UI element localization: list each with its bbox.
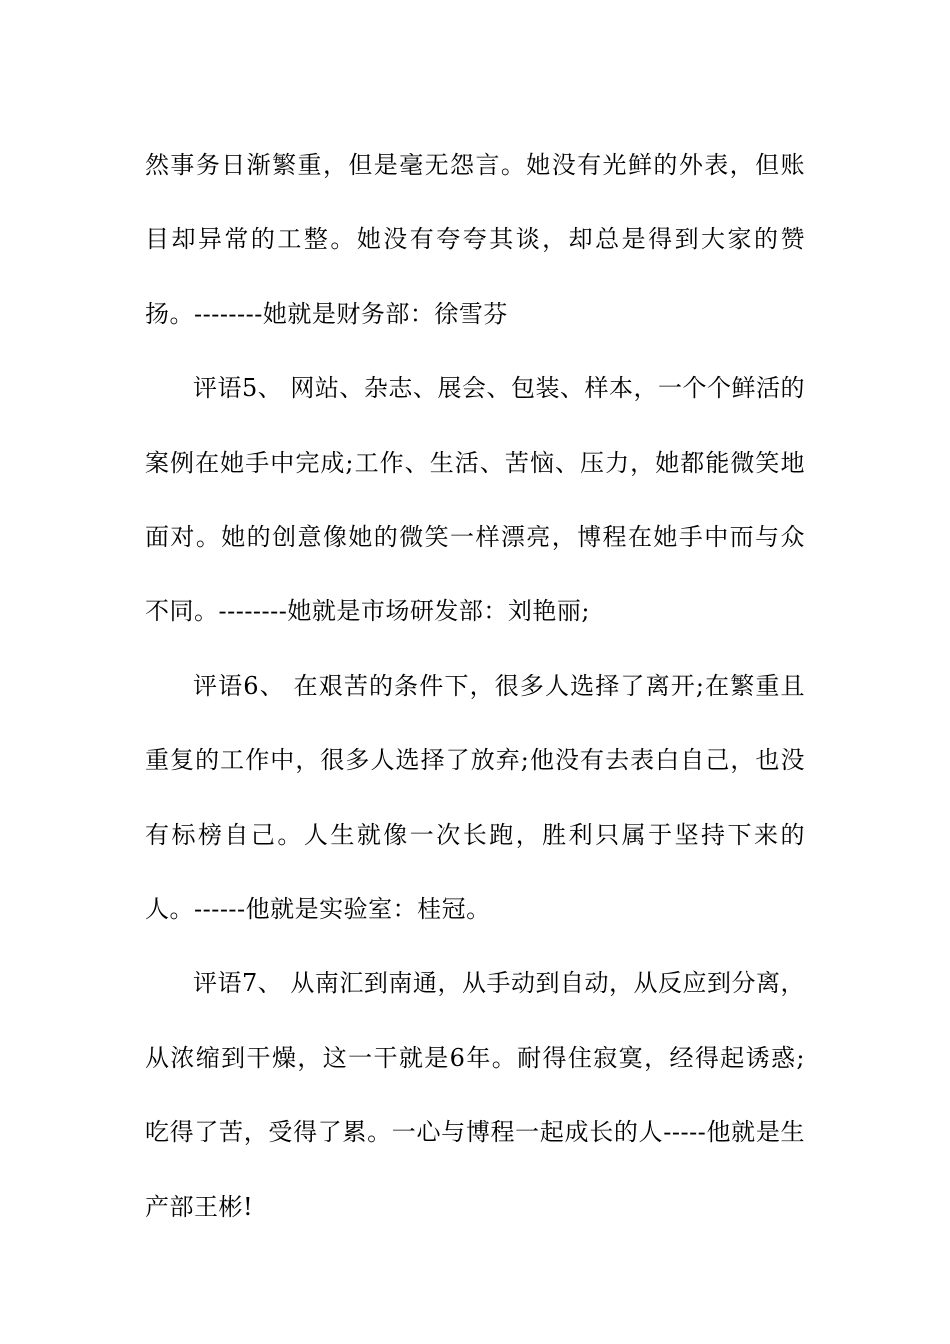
paragraph-comment-5: 评语5、 网站、杂志、展会、包装、样本，一个个鲜活的案例在她手中完成;工作、生活、苦恼、压力，她都能微笑地面对。她的创意像她的微笑一样漂亮，博程在她手中而与众不同。--------她就是市场研发部：刘艳丽; (145, 374, 805, 626)
paragraph-comment-6: 评语6、 在艰苦的条件下，很多人选择了离开;在繁重且重复的工作中，很多人选择了放弃;他没有去表白自己，也没有标榜自己。人生就像一次长跑，胜利只属于坚持下来的人。------他就是实验室：桂冠。 (145, 671, 805, 924)
paragraph-continuation: 然事务日渐繁重，但是毫无怨言。她没有光鲜的外表，但账目却异常的工整。她没有夸夸其谈，却总是得到大家的赞扬。--------她就是财务部：徐雪芬 (145, 151, 805, 328)
document-body (145, 128, 805, 1244)
paragraph-comment-7: 评语7、 从南汇到南通，从手动到自动，从反应到分离，从浓缩到干燥，这一干就是6年。耐得住寂寞，经得起诱惑;吃得了苦，受得了累。一心与博程一起成长的人-----他就是生产部王彬! (145, 969, 805, 1221)
